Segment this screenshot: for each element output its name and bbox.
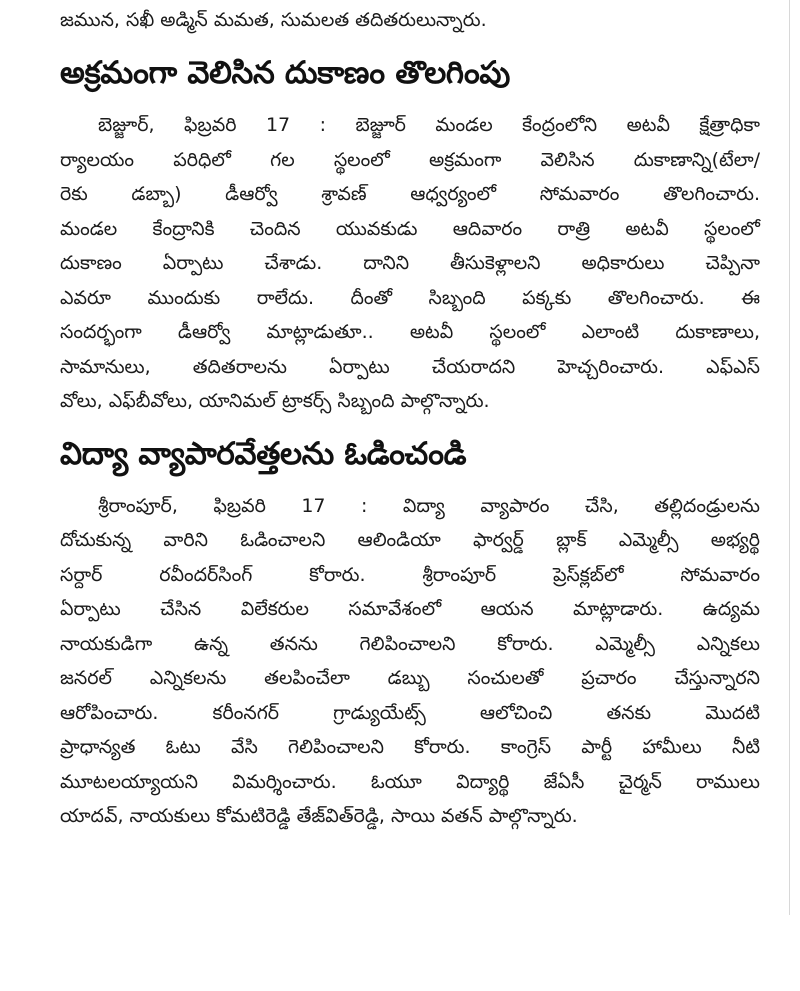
body-line: దుకాణం ఏర్పాటు చేశాడు. దానిని తీసుకెళ్లాలని అధికారులు చెప్పినా [60, 252, 760, 274]
article-education-traders [60, 425, 760, 834]
body-line: ఏర్పాటు చేసిన విలేకరుల సమావేశంలో ఆయన మాట్లాడారు. ఉద్యమ [60, 598, 760, 620]
body-line: రెకు డబ్బా) డీఆర్వో శ్రావణ్‌ ఆధ్వర్యంలో సోమవారం తొలగించారు. [60, 183, 760, 205]
article-headline: అక్రమంగా వెలిసిన దుకాణం తొలగింపు [60, 55, 511, 91]
body-line: దోచుకున్న వారిని ఓడించాలని ఆలిండియా ఫార్వర్డ్‌ బ్లాక్‌ ఎమ్మెల్సీ అభ్యర్థి [60, 529, 760, 551]
article-body [60, 489, 760, 834]
previous-article-tail: జమున, సఖీ అడ్మిన్‌ మమత, సుమలత తదితరులున్నారు. [60, 9, 487, 31]
text-column [60, 0, 760, 834]
article-body [60, 108, 760, 419]
body-line: ర్యాలయం పరిధిలో గల స్థలంలో అక్రమంగా వెలిసిన దుకాణాన్ని(టేలా/ [60, 148, 760, 171]
body-line: ఆరోపించారు. కరీంనగర్‌ గ్రాడ్యుయేట్స్‌ ఆలోచించి తనకు మొదటి [60, 701, 760, 724]
body-line: మండల కేంద్రానికి చెందిన యువకుడు ఆదివారం రాత్రి అటవీ స్థలంలో [60, 217, 760, 240]
body-line: సర్దార్‌ రవీందర్‌సింగ్‌ కోరారు. శ్రీరాంపూర్‌ ప్రెస్‌క్లబ్‌లో సోమవారం [60, 563, 760, 586]
body-line: సామానులు, తదితరాలను ఏర్పాటు చేయరాదని హెచ్చరించారు. ఎఫ్ఎస్ [60, 355, 760, 378]
body-line: మూటలయ్యాయని విమర్శించారు. ఓయూ విద్యార్థి జేఏసీ చైర్మన్‌ రాములు [60, 770, 760, 793]
body-line: ఎవరూ ముందుకు రాలేదు. దీంతో సిబ్బంది పక్కకు తొలగించారు. ఈ [60, 286, 760, 309]
body-line: ప్రాధాన్యత ఓటు వేసి గెలిపించాలని కోరారు. కాంగ్రెస్‌ పార్టీ హామీలు నీటి [60, 736, 760, 758]
column-rule [789, 0, 790, 915]
body-line: నాయకుడిగా ఉన్న తనను గెలిపించాలని కోరారు. ఎమ్మెల్సీ ఎన్నికలు [60, 632, 760, 655]
body-line: యాదవ్‌, నాయకులు కోమటిరెడ్డి తేజ్‌విత్‌రెడ్డి, సాయి వతన్‌ పాల్గొన్నారు. [60, 805, 578, 827]
article-shop-removal [60, 44, 760, 419]
body-line: బెజ్జూర్‌, ఫిబ్రవరి 17 : బెజ్జూర్‌ మండల కేంద్రంలోని అటవీ క్షేత్రాధికా [98, 114, 760, 136]
body-line: సందర్భంగా డీఆర్వో మాట్లాడుతూ.. అటవీ స్థలంలో ఎలాంటి దుకాణాలు, [60, 321, 760, 343]
body-line: జనరల్‌ ఎన్నికలను తలపించేలా డబ్బు సంచులతో ప్రచారం చేస్తున్నారని [60, 667, 760, 689]
body-line: శ్రీరాంపూర్‌, ఫిబ్రవరి 17 : విద్యా వ్యాపారం చేసి, తల్లిదండ్రులను [98, 494, 760, 517]
body-line: వోలు, ఎఫ్‌బీవోలు, యానిమల్‌ ట్రాకర్స్‌ సిబ్బంది పాల్గొన్నారు. [60, 390, 490, 412]
article-headline: విద్యా వ్యాపారవేత్తలను ఓడించండి [60, 435, 467, 472]
